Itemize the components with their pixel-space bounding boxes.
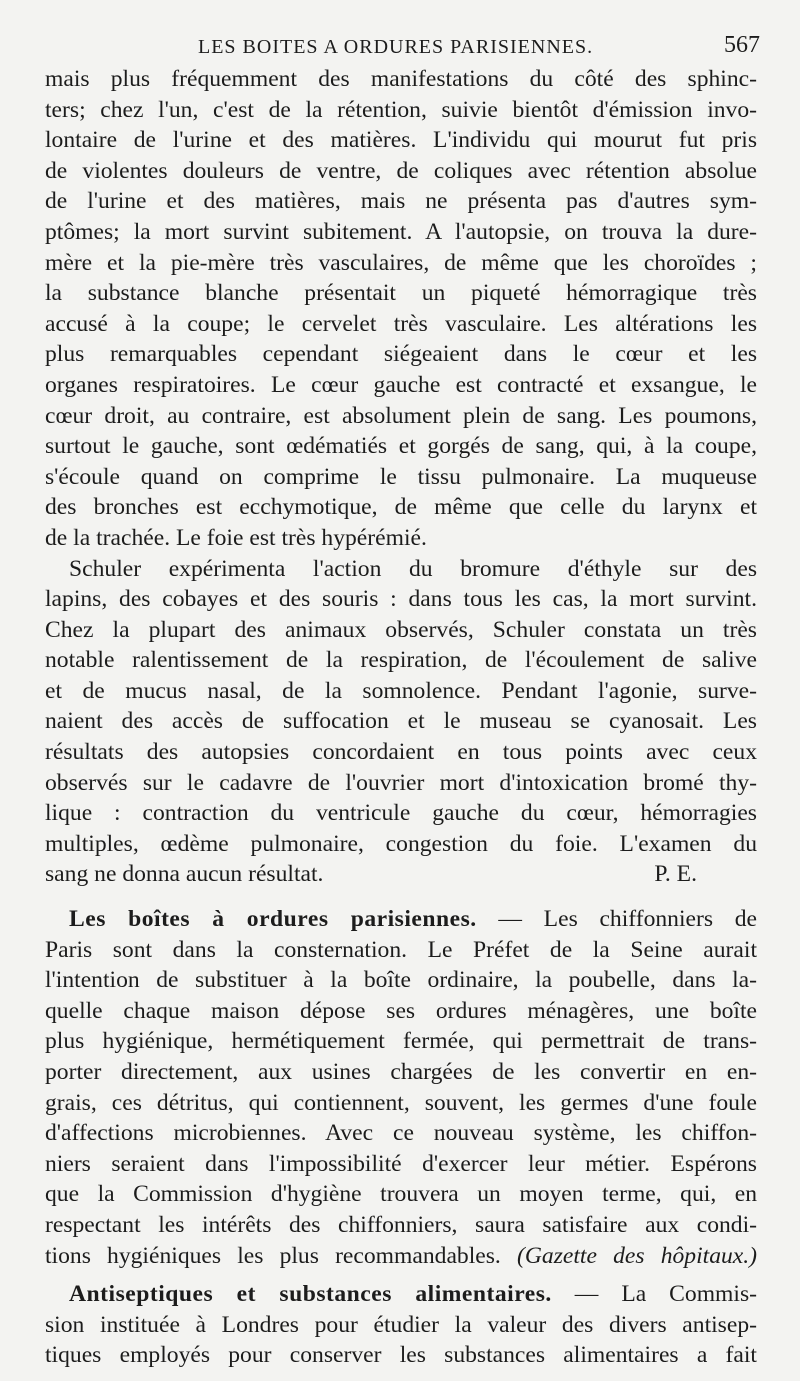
- text-line: Paris sont dans la consternation. Le Préfet de la Seine aurait: [45, 936, 757, 963]
- text-line: ters; chez l'un, c'est de la rétention, suivie bientôt d'émission invo-: [45, 96, 757, 123]
- text-line: résultats des autopsies concordaient en tous points avec ceux: [45, 739, 757, 766]
- text-line: ptômes; la mort survint subitement. A l'autopsie, on trouva la dure-: [45, 218, 757, 245]
- text-line: de violentes douleurs de ventre, de coliques avec rétention absolue: [45, 157, 757, 184]
- text-segment: — Les chiffonniers de: [476, 906, 757, 933]
- text-line: quelle chaque maison dépose ses ordures ménagères, une boîte: [45, 997, 757, 1024]
- text-line: lapins, des cobayes et des souris : dans tous les cas, la mort survint.: [45, 586, 757, 613]
- paragraph-schuler: [45, 554, 757, 891]
- text-line: mais plus fréquemment des manifestations du côté des sphinc-: [45, 66, 757, 92]
- text-line: de la trachée. Le foie est très hypérémié.: [45, 524, 427, 551]
- text-line: porter directement, aux usines chargées de les convertir en en-: [45, 1059, 757, 1085]
- closing-line: [45, 859, 757, 890]
- source-citation: (Gazette des hôpitaux.): [517, 1242, 758, 1269]
- author-initials: P. E.: [654, 861, 697, 888]
- article-title: Antiseptiques et substances alimentaires.: [69, 1281, 552, 1308]
- article-last-line: [45, 1241, 757, 1272]
- text-line: sang ne donna aucun résultat.: [45, 861, 324, 888]
- page-number: 567: [724, 32, 760, 58]
- page-header: [40, 26, 770, 66]
- text-line: des bronches est ecchymotique, de même que celle du larynx et: [45, 494, 757, 521]
- article-antiseptiques: [45, 1279, 757, 1371]
- text-line: cœur droit, au contraire, est absolument plein de sang. Les poumons,: [45, 402, 757, 429]
- text-line: tiques employés pour conserver les substances alimentaires a fait: [45, 1342, 757, 1369]
- paragraph-autopsy: [45, 64, 757, 554]
- text-segment: — La Commis-: [551, 1281, 757, 1308]
- text-line: l'intention de substituer à la boîte ordinaire, la poubelle, dans la-: [45, 967, 757, 994]
- running-title: LES BOITES A ORDURES PARISIENNES.: [198, 36, 594, 58]
- article-title: Les boîtes à ordures parisiennes.: [69, 906, 477, 933]
- text-line: naient des accès de suffocation et le museau se cyanosait. Les: [45, 708, 757, 735]
- text-line: sion instituée à Londres pour étudier la valeur des divers antisep-: [45, 1311, 757, 1338]
- text-line: surtout le gauche, sont œdématiés et gorgés de sang, qui, à la coupe,: [45, 433, 757, 460]
- text-line: lique : contraction du ventricule gauche du cœur, hémorragies: [45, 800, 757, 827]
- text-line: et de mucus nasal, de la somnolence. Pendant l'agonie, surve-: [45, 677, 757, 704]
- article-boites-ordures: [45, 904, 757, 1271]
- text-line: lontaire de l'urine et des matières. L'individu qui mourut fut pris: [45, 127, 757, 154]
- text-line: plus remarquables cependant siégeaient dans le cœur et les: [45, 341, 757, 368]
- text-line: multiples, œdème pulmonaire, congestion du foie. L'examen du: [45, 830, 757, 857]
- text-line: niers seraient dans l'impossibilité d'exercer leur métier. Espérons: [45, 1150, 757, 1177]
- text-line: observés sur le cadavre de l'ouvrier mort d'intoxication bromé thy-: [45, 769, 757, 796]
- text-line: notable ralentissement de la respiration, de l'écoulement de salive: [45, 647, 757, 674]
- text-line: d'affections microbiennes. Avec ce nouveau système, les chiffon-: [45, 1120, 757, 1147]
- article-first-line: [45, 904, 757, 935]
- text-line: Chez la plupart des animaux observés, Schuler constata un très: [45, 616, 757, 643]
- text-line: que la Commission d'hygiène trouvera un moyen terme, qui, en: [45, 1181, 757, 1208]
- text-line: respectant les intérêts des chiffonniers, saura satisfaire aux condi-: [45, 1211, 757, 1238]
- text-line: grais, ces détritus, qui contiennent, souvent, les germes d'une foule: [45, 1089, 757, 1116]
- page-body: [45, 64, 757, 1371]
- text-line: organes respiratoires. Le cœur gauche est contracté et exsangue, le: [45, 371, 757, 398]
- text-line: de l'urine et des matières, mais ne présenta pas d'autres sym-: [45, 188, 757, 215]
- text-line: Schuler expérimenta l'action du bromure d'éthyle sur des: [69, 555, 757, 582]
- section-gap: [45, 1271, 757, 1279]
- article-first-line: [45, 1279, 757, 1310]
- text-line: accusé à la coupe; le cervelet très vasculaire. Les altérations les: [45, 310, 757, 337]
- text-line: la substance blanche présentait un piqueté hémorragique très: [45, 280, 757, 307]
- text-segment: tions hygiéniques les plus recommandables.: [45, 1242, 501, 1269]
- text-line: s'écoule quand on comprime le tissu pulmonaire. La muqueuse: [45, 463, 757, 490]
- text-line: plus hygiénique, hermétiquement fermée, qui permettrait de trans-: [45, 1028, 757, 1055]
- section-gap: [45, 890, 757, 904]
- text-line: mère et la pie-mère très vasculaires, de même que les choroïdes ;: [45, 249, 757, 276]
